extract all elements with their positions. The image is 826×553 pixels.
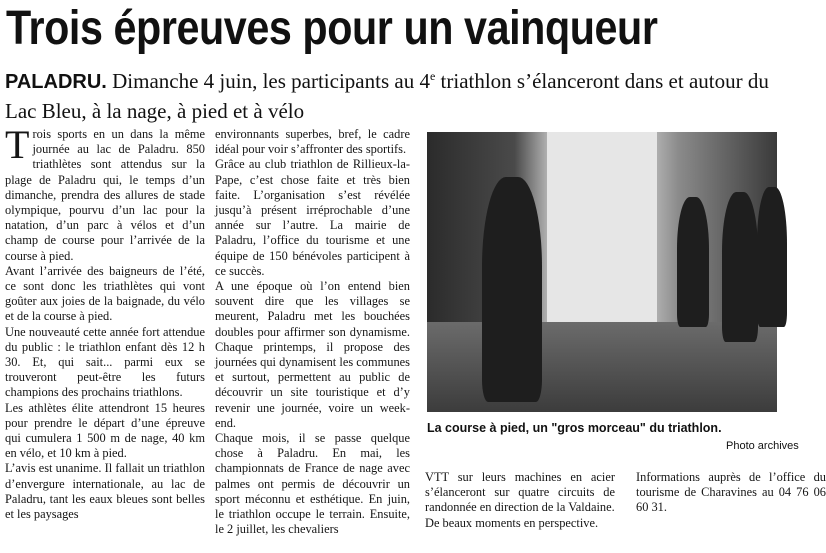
photo-runner bbox=[677, 197, 709, 327]
standfirst-superscript: e bbox=[429, 69, 436, 83]
standfirst-text: Dimanche 4 juin, les participants au 4 bbox=[106, 69, 430, 93]
paragraph: A une époque où l’on entend bien souvent dire que les villages se meurent, Paladru met les bouchées doubles pour affirmer son dynamisme. Chaque printemps, il propose des journées qui dynamisent les communes et surtout, permettent au public de découvrir un site touristique et d’y revenir une journée, voire un week-end. bbox=[215, 279, 410, 430]
paragraph: De beaux moments en perspective. bbox=[425, 515, 599, 530]
paragraph-intro bbox=[5, 122, 205, 264]
paragraph: Une nouveauté cette année fort attendue du public : le triathlon enfant dès 12 h 30. Et, qui sait... parmi eux se trouveront peut-être les futurs champions des prochains triathlons. bbox=[5, 324, 205, 400]
photo-runner bbox=[722, 192, 758, 342]
headline: Trois épreuves pour un vainqueur bbox=[6, 2, 658, 55]
paragraph: Chaque mois, il se passe quelque chose à Paladru. En mai, les championnats de France de nage avec palmes ont permis de découvrir un sport méconnu et esthétique. En juin, le triathlon occupe le terrain. Ensuite, le 2 juillet, les chevaliers bbox=[215, 431, 410, 537]
paragraph: Grâce au club triathlon de Rillieux-la-Pape, c’est chose faite et très bien faite. L’organisation s’est révélée jusqu’à présent irréprochable d’une année sur l’autre. La mairie de Paladru, l’office du tourisme et une équipe de 150 bénévoles participent à ce succès. bbox=[215, 157, 410, 278]
article-column-2 bbox=[215, 127, 410, 537]
photo-runner-lead bbox=[482, 177, 542, 402]
paragraph: Avant l’arrivée des baigneurs de l’été, ce sont donc les triathlètes qui vont goûter aux joies de la baignade, du vélo et de la course à pied. bbox=[5, 263, 205, 324]
standfirst bbox=[5, 62, 775, 126]
photo-building bbox=[547, 132, 657, 322]
paragraph-info: Informations auprès de l’office du tourisme de Charavines au 04 76 06 60 31. bbox=[636, 470, 826, 515]
standfirst-text-end: triathlon s’élanceront dans et autour du Lac Bleu, à la nage, à pied et à vélo bbox=[5, 69, 769, 123]
article-column-4 bbox=[636, 470, 826, 516]
drop-cap: T bbox=[5, 122, 30, 167]
article-column-3 bbox=[425, 470, 615, 531]
paragraph: L’avis est unanime. Il fallait un triathlon d’envergure internationale, au lac de Paladru, tant les eaux bleues sont belles et les paysages bbox=[5, 461, 205, 522]
article-column-1 bbox=[5, 122, 205, 522]
race-photo bbox=[427, 132, 777, 412]
paragraph: VTT sur leurs machines en acier s’élanceront sur quatre circuits de randonnée en direction de la Valdaine. bbox=[425, 470, 615, 515]
paragraph-intro-text: rois sports en un dans la même journée au lac de Paladru. 850 triathlètes sont attendus sur la plage de Paladru qui, le temps d’un dimanche, prendra des allures de stade olympique, pourvu d’un lac pour la natation, d’un parc à vélos et d’un champ de course pour l’arrivée de la course à pied. bbox=[5, 127, 205, 263]
photo-credit: Photo archives bbox=[726, 440, 799, 452]
paragraph: environnants superbes, bref, le cadre idéal pour voir s’affronter des sportifs. bbox=[215, 127, 410, 157]
photo-runner bbox=[757, 187, 787, 327]
paragraph: Les athlètes élite attendront 15 heures pour prendre le départ d’une épreuve qui cumulera 1 500 m de nage, 40 km en vélo, et 10 km à pied. bbox=[5, 400, 205, 461]
standfirst-kicker: PALADRU. bbox=[5, 71, 107, 93]
photo-caption: La course à pied, un "gros morceau" du triathlon. bbox=[427, 421, 722, 435]
